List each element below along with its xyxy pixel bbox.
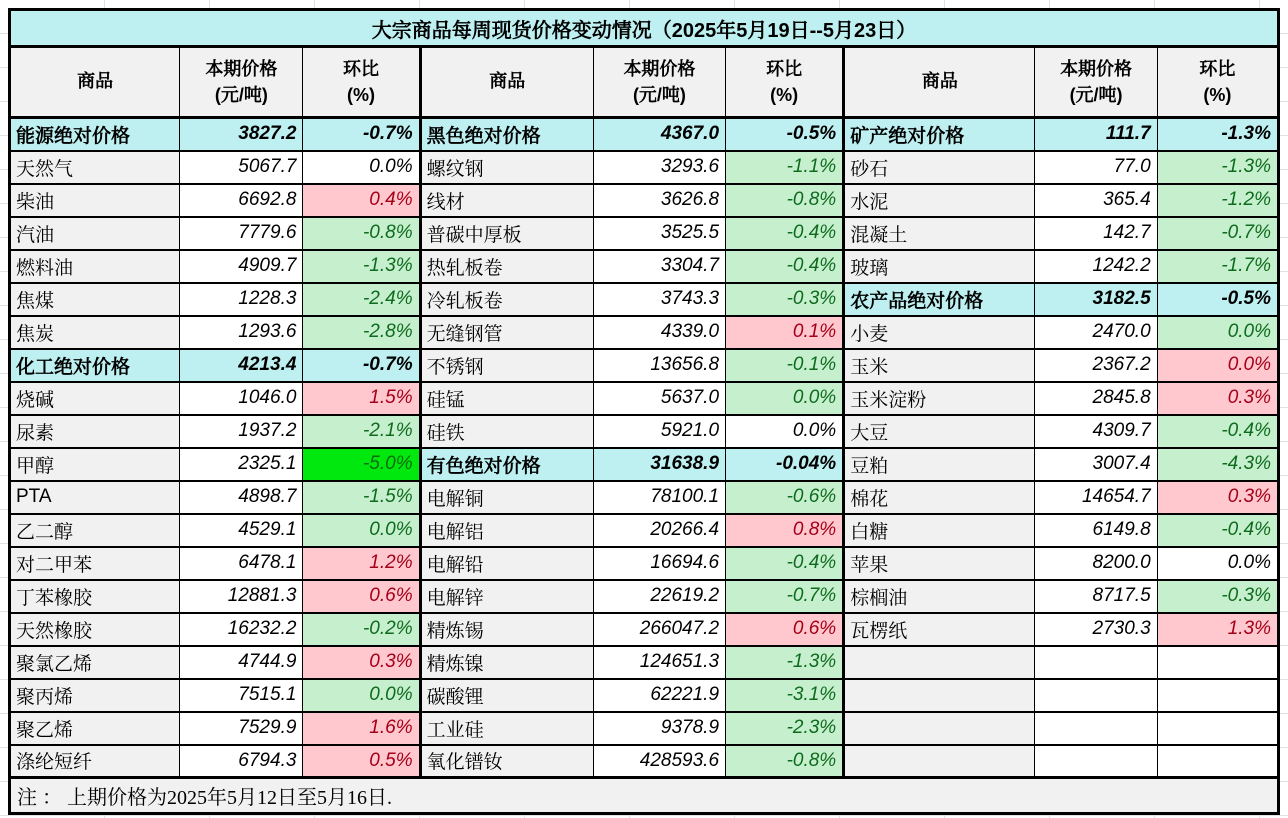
price-cell[interactable]: 16694.6 [593, 547, 725, 580]
pct-change-cell[interactable]: 1.5% [303, 382, 420, 415]
table-row [10, 580, 1279, 613]
pct-change-cell[interactable]: -1.3% [1157, 151, 1278, 184]
pct-change-cell[interactable]: -0.5% [1157, 283, 1278, 316]
pct-change-cell[interactable]: -3.1% [726, 679, 844, 712]
commodity-name-cell[interactable]: 无缝钢管 [420, 316, 593, 349]
price-cell[interactable] [1035, 679, 1157, 712]
pct-change-cell[interactable]: 0.8% [726, 514, 844, 547]
pct-change-cell[interactable]: 0.1% [726, 316, 844, 349]
pct-change-cell[interactable]: -0.7% [303, 349, 420, 382]
header-pct-1[interactable] [303, 47, 420, 118]
table-row [10, 547, 1279, 580]
pct-change-cell[interactable]: -0.8% [726, 745, 844, 778]
commodity-price-table [8, 8, 1280, 815]
table-row [10, 250, 1279, 283]
commodity-name-cell[interactable]: 玉米 [844, 349, 1035, 382]
price-cell[interactable]: 3626.8 [593, 184, 725, 217]
table-row [10, 448, 1279, 481]
commodity-name-cell[interactable]: PTA [10, 481, 180, 514]
pct-change-cell[interactable]: -0.4% [1157, 514, 1278, 547]
pct-change-cell[interactable]: 0.0% [303, 151, 420, 184]
header-pct-line1: 环比 [1199, 58, 1236, 79]
pct-change-cell[interactable]: 0.0% [303, 514, 420, 547]
header-price-line2: (元/吨) [632, 85, 686, 105]
pct-change-cell[interactable] [1157, 679, 1278, 712]
price-cell[interactable]: 1242.2 [1035, 250, 1157, 283]
commodity-name-cell[interactable]: 砂石 [844, 151, 1035, 184]
price-cell[interactable]: 3743.3 [593, 283, 725, 316]
footnote[interactable]: 注 ： 上期价格为2025年5月12日至5月16日. [10, 778, 1279, 814]
price-cell[interactable]: 2325.1 [180, 448, 303, 481]
header-commodity-2[interactable]: 商品 [420, 47, 593, 118]
pct-change-cell[interactable]: 0.0% [1157, 316, 1278, 349]
table-row [10, 613, 1279, 646]
header-commodity-1[interactable]: 商品 [10, 47, 180, 118]
commodity-name-cell[interactable]: 线材 [420, 184, 593, 217]
commodity-name-cell[interactable]: 精炼镍 [420, 646, 593, 679]
commodity-name-cell[interactable]: 苹果 [844, 547, 1035, 580]
pct-change-cell[interactable]: -2.4% [303, 283, 420, 316]
price-cell[interactable]: 5921.0 [593, 415, 725, 448]
commodity-name-cell[interactable]: 汽油 [10, 217, 180, 250]
pct-change-cell[interactable]: 0.5% [303, 745, 420, 778]
table-row [10, 349, 1279, 382]
pct-change-cell[interactable]: -2.8% [303, 316, 420, 349]
price-cell[interactable]: 2367.2 [1035, 349, 1157, 382]
price-cell[interactable]: 8717.5 [1035, 580, 1157, 613]
title-row [10, 10, 1279, 47]
commodity-name-cell[interactable]: 螺纹钢 [420, 151, 593, 184]
commodity-name-cell[interactable]: 氧化镨钕 [420, 745, 593, 778]
commodity-name-cell[interactable]: 柴油 [10, 184, 180, 217]
pct-change-cell[interactable]: -0.7% [303, 118, 420, 151]
pct-change-cell[interactable]: -0.04% [726, 448, 844, 481]
price-cell[interactable]: 3304.7 [593, 250, 725, 283]
commodity-name-cell[interactable]: 对二甲苯 [10, 547, 180, 580]
section-name-cell[interactable]: 能源绝对价格 [10, 118, 180, 151]
pct-change-cell[interactable]: -0.5% [726, 118, 844, 151]
pct-change-cell[interactable]: 0.3% [303, 646, 420, 679]
commodity-name-cell[interactable]: 甲醇 [10, 448, 180, 481]
table-row [10, 646, 1279, 679]
price-cell[interactable] [1035, 646, 1157, 679]
commodity-name-cell[interactable]: 碳酸锂 [420, 679, 593, 712]
price-cell[interactable]: 3525.5 [593, 217, 725, 250]
price-cell[interactable]: 6794.3 [180, 745, 303, 778]
commodity-name-cell[interactable]: 丁苯橡胶 [10, 580, 180, 613]
price-cell[interactable]: 3827.2 [180, 118, 303, 151]
pct-change-cell[interactable]: -1.3% [303, 250, 420, 283]
price-cell[interactable]: 124651.3 [593, 646, 725, 679]
header-price-line2: (元/吨) [1069, 85, 1123, 105]
pct-change-cell[interactable]: 1.6% [303, 712, 420, 745]
table-row [10, 118, 1279, 151]
header-pct-line2: (%) [770, 85, 799, 105]
commodity-name-cell[interactable]: 电解铝 [420, 514, 593, 547]
price-cell[interactable]: 266047.2 [593, 613, 725, 646]
pct-change-cell[interactable]: -0.3% [726, 283, 844, 316]
commodity-name-cell[interactable]: 燃料油 [10, 250, 180, 283]
commodity-name-cell[interactable] [844, 646, 1035, 679]
price-cell[interactable]: 365.4 [1035, 184, 1157, 217]
pct-change-cell[interactable]: -0.4% [726, 250, 844, 283]
price-cell[interactable]: 2730.3 [1035, 613, 1157, 646]
pct-change-cell[interactable]: 0.3% [1157, 481, 1278, 514]
pct-change-cell[interactable]: -0.7% [726, 580, 844, 613]
pct-change-cell[interactable]: -1.3% [1157, 118, 1278, 151]
pct-change-cell[interactable]: -0.2% [303, 613, 420, 646]
commodity-name-cell[interactable]: 尿素 [10, 415, 180, 448]
commodity-name-cell[interactable]: 硅铁 [420, 415, 593, 448]
commodity-name-cell[interactable]: 聚氯乙烯 [10, 646, 180, 679]
commodity-name-cell[interactable]: 电解铅 [420, 547, 593, 580]
price-cell[interactable] [1035, 712, 1157, 745]
header-price-3[interactable] [1035, 47, 1157, 118]
pct-change-cell[interactable] [1157, 646, 1278, 679]
header-commodity-3[interactable]: 商品 [844, 47, 1035, 118]
header-pct-line2: (%) [1203, 85, 1232, 105]
pct-change-cell[interactable] [1157, 745, 1278, 778]
header-price-line2: (元/吨) [214, 85, 268, 105]
pct-change-cell[interactable]: 0.6% [303, 580, 420, 613]
commodity-name-cell[interactable]: 电解铜 [420, 481, 593, 514]
commodity-name-cell[interactable]: 工业硅 [420, 712, 593, 745]
price-cell[interactable]: 4213.4 [180, 349, 303, 382]
price-cell[interactable]: 7515.1 [180, 679, 303, 712]
header-pct-3[interactable] [1157, 47, 1278, 118]
pct-change-cell[interactable]: -1.7% [1157, 250, 1278, 283]
table-row [10, 151, 1279, 184]
commodity-name-cell[interactable]: 玉米淀粉 [844, 382, 1035, 415]
pct-change-cell[interactable]: -0.1% [726, 349, 844, 382]
pct-change-cell[interactable]: 0.0% [726, 382, 844, 415]
pct-change-cell[interactable]: -1.5% [303, 481, 420, 514]
price-cell[interactable]: 4339.0 [593, 316, 725, 349]
price-cell[interactable]: 6149.8 [1035, 514, 1157, 547]
commodity-name-cell[interactable]: 热轧板卷 [420, 250, 593, 283]
price-cell[interactable]: 6478.1 [180, 547, 303, 580]
spreadsheet [8, 8, 1280, 815]
commodity-name-cell[interactable] [844, 679, 1035, 712]
pct-change-cell[interactable]: -0.7% [1157, 217, 1278, 250]
commodity-name-cell[interactable]: 小麦 [844, 316, 1035, 349]
header-pct-line1: 环比 [766, 58, 803, 79]
commodity-name-cell[interactable]: 棉花 [844, 481, 1035, 514]
pct-change-cell[interactable]: -0.4% [726, 547, 844, 580]
table-row [10, 679, 1279, 712]
commodity-name-cell[interactable] [844, 712, 1035, 745]
table-row [10, 712, 1279, 745]
price-cell[interactable]: 2845.8 [1035, 382, 1157, 415]
price-cell[interactable]: 3182.5 [1035, 283, 1157, 316]
pct-change-cell[interactable]: 1.2% [303, 547, 420, 580]
price-cell[interactable]: 78100.1 [593, 481, 725, 514]
commodity-name-cell[interactable]: 烧碱 [10, 382, 180, 415]
price-cell[interactable]: 4529.1 [180, 514, 303, 547]
commodity-name-cell[interactable] [844, 745, 1035, 778]
commodity-name-cell[interactable]: 玻璃 [844, 250, 1035, 283]
price-cell[interactable]: 7779.6 [180, 217, 303, 250]
pct-change-cell[interactable]: -1.1% [726, 151, 844, 184]
price-cell[interactable]: 16232.2 [180, 613, 303, 646]
commodity-name-cell[interactable]: 大豆 [844, 415, 1035, 448]
price-cell[interactable]: 3007.4 [1035, 448, 1157, 481]
price-cell[interactable]: 20266.4 [593, 514, 725, 547]
pct-change-cell[interactable]: -2.3% [726, 712, 844, 745]
pct-change-cell[interactable]: 0.0% [1157, 349, 1278, 382]
price-cell[interactable]: 77.0 [1035, 151, 1157, 184]
commodity-name-cell[interactable]: 普碳中厚板 [420, 217, 593, 250]
pct-change-cell[interactable]: -0.8% [303, 217, 420, 250]
header-price-line1: 本期价格 [623, 58, 696, 79]
commodity-name-cell[interactable]: 瓦楞纸 [844, 613, 1035, 646]
price-cell[interactable]: 8200.0 [1035, 547, 1157, 580]
table-row [10, 316, 1279, 349]
commodity-name-cell[interactable]: 豆粕 [844, 448, 1035, 481]
price-cell[interactable]: 5637.0 [593, 382, 725, 415]
header-pct-2[interactable] [726, 47, 844, 118]
commodity-name-cell[interactable]: 焦煤 [10, 283, 180, 316]
price-cell[interactable]: 62221.9 [593, 679, 725, 712]
header-price-1[interactable] [180, 47, 303, 118]
commodity-name-cell[interactable]: 冷轧板卷 [420, 283, 593, 316]
price-cell[interactable]: 4367.0 [593, 118, 725, 151]
pct-change-cell[interactable]: -0.4% [726, 217, 844, 250]
note-row [10, 778, 1279, 814]
price-cell[interactable]: 4898.7 [180, 481, 303, 514]
header-pct-line1: 环比 [343, 58, 379, 79]
table-row [10, 283, 1279, 316]
table-row [10, 415, 1279, 448]
header-price-2[interactable] [593, 47, 725, 118]
commodity-name-cell[interactable]: 焦炭 [10, 316, 180, 349]
price-cell[interactable]: 3293.6 [593, 151, 725, 184]
commodity-name-cell[interactable]: 聚丙烯 [10, 679, 180, 712]
pct-change-cell[interactable]: -0.4% [1157, 415, 1278, 448]
section-name-cell[interactable]: 矿产绝对价格 [844, 118, 1035, 151]
commodity-name-cell[interactable]: 水泥 [844, 184, 1035, 217]
price-cell[interactable]: 31638.9 [593, 448, 725, 481]
price-cell[interactable]: 12881.3 [180, 580, 303, 613]
section-name-cell[interactable]: 农产品绝对价格 [844, 283, 1035, 316]
commodity-name-cell[interactable]: 精炼锡 [420, 613, 593, 646]
section-name-cell[interactable]: 黑色绝对价格 [420, 118, 593, 151]
section-name-cell[interactable]: 化工绝对价格 [10, 349, 180, 382]
commodity-name-cell[interactable]: 不锈钢 [420, 349, 593, 382]
price-cell[interactable]: 4309.7 [1035, 415, 1157, 448]
pct-change-cell[interactable]: 1.3% [1157, 613, 1278, 646]
commodity-name-cell[interactable]: 硅锰 [420, 382, 593, 415]
table-row [10, 514, 1279, 547]
table-row [10, 184, 1279, 217]
pct-change-cell[interactable]: -0.3% [1157, 580, 1278, 613]
price-cell[interactable]: 14654.7 [1035, 481, 1157, 514]
pct-change-cell[interactable]: -5.0% [303, 448, 420, 481]
pct-change-cell[interactable]: 0.3% [1157, 382, 1278, 415]
header-row [10, 47, 1279, 118]
price-cell[interactable]: 142.7 [1035, 217, 1157, 250]
price-cell[interactable]: 4744.9 [180, 646, 303, 679]
price-cell[interactable]: 6692.8 [180, 184, 303, 217]
pct-change-cell[interactable]: -2.1% [303, 415, 420, 448]
table-row [10, 745, 1279, 778]
table-row [10, 382, 1279, 415]
commodity-name-cell[interactable]: 白糖 [844, 514, 1035, 547]
pct-change-cell[interactable]: -0.8% [726, 184, 844, 217]
pct-change-cell[interactable]: 0.0% [303, 679, 420, 712]
pct-change-cell[interactable]: 0.0% [1157, 547, 1278, 580]
price-cell[interactable]: 9378.9 [593, 712, 725, 745]
pct-change-cell[interactable]: 0.4% [303, 184, 420, 217]
price-cell[interactable]: 22619.2 [593, 580, 725, 613]
price-cell[interactable]: 2470.0 [1035, 316, 1157, 349]
commodity-name-cell[interactable]: 涤纶短纤 [10, 745, 180, 778]
price-cell[interactable]: 5067.7 [180, 151, 303, 184]
pct-change-cell[interactable]: 0.0% [726, 415, 844, 448]
commodity-name-cell[interactable]: 天然气 [10, 151, 180, 184]
price-cell[interactable]: 1046.0 [180, 382, 303, 415]
header-price-line1: 本期价格 [1060, 58, 1133, 79]
commodity-name-cell[interactable]: 天然橡胶 [10, 613, 180, 646]
price-cell[interactable]: 7529.9 [180, 712, 303, 745]
price-cell[interactable]: 111.7 [1035, 118, 1157, 151]
pct-change-cell[interactable]: -4.3% [1157, 448, 1278, 481]
price-cell[interactable]: 4909.7 [180, 250, 303, 283]
pct-change-cell[interactable]: -0.6% [726, 481, 844, 514]
pct-change-cell[interactable] [1157, 712, 1278, 745]
page-title[interactable]: 大宗商品每周现货价格变动情况（2025年5月19日--5月23日） [10, 10, 1279, 47]
price-cell[interactable] [1035, 745, 1157, 778]
price-cell[interactable]: 428593.6 [593, 745, 725, 778]
header-price-line1: 本期价格 [205, 58, 278, 79]
pct-change-cell[interactable]: -1.3% [726, 646, 844, 679]
pct-change-cell[interactable]: 0.6% [726, 613, 844, 646]
commodity-name-cell[interactable]: 聚乙烯 [10, 712, 180, 745]
table-row [10, 217, 1279, 250]
price-cell[interactable]: 13656.8 [593, 349, 725, 382]
commodity-name-cell[interactable]: 乙二醇 [10, 514, 180, 547]
price-cell[interactable]: 1228.3 [180, 283, 303, 316]
commodity-name-cell[interactable]: 棕榈油 [844, 580, 1035, 613]
table-row [10, 481, 1279, 514]
commodity-name-cell[interactable]: 混凝土 [844, 217, 1035, 250]
price-cell[interactable]: 1937.2 [180, 415, 303, 448]
pct-change-cell[interactable]: -1.2% [1157, 184, 1278, 217]
commodity-name-cell[interactable]: 电解锌 [420, 580, 593, 613]
price-cell[interactable]: 1293.6 [180, 316, 303, 349]
header-pct-line2: (%) [347, 85, 375, 105]
section-name-cell[interactable]: 有色绝对价格 [420, 448, 593, 481]
